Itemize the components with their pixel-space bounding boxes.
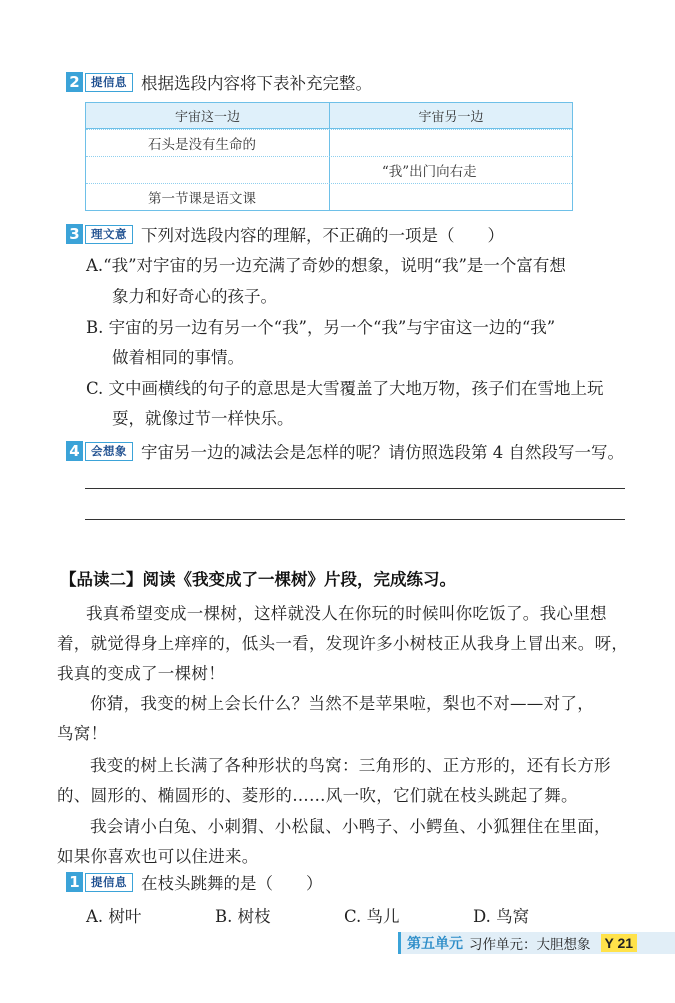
question-text: 根据选段内容将下表补充完整。 <box>141 74 372 93</box>
question-number: 3 <box>66 224 83 244</box>
choice-b[interactable]: B. 树枝 <box>215 907 271 926</box>
fill-in-table <box>85 102 573 211</box>
footer-accent-bar <box>398 932 401 954</box>
table-header-cell: 宇宙另一边 <box>329 103 572 128</box>
passage-line: 我真希望变成一棵树，这样就没人在你玩的时候叫你吃饭了。我心里想 <box>86 604 607 623</box>
question-3 <box>66 222 504 246</box>
option-b-continued: 做着相同的事情。 <box>112 348 244 367</box>
option-a-continued: 象力和好奇心的孩子。 <box>112 287 277 306</box>
passage-line: 着，就觉得身上痒痒的，低头一看，发现许多小树枝正从我身上冒出来。呀， <box>57 634 629 653</box>
option-a[interactable]: A.“我”对宇宙的另一边充满了奇妙的想象，说明“我”是一个富有想 <box>86 256 566 275</box>
choice-d[interactable]: D. 鸟窝 <box>473 907 530 926</box>
question-text: 下列对选段内容的理解，不正确的一项是（ ） <box>141 226 504 245</box>
answer-line[interactable] <box>85 488 625 489</box>
choice-a[interactable]: A. 树叶 <box>86 907 142 926</box>
question-number: 4 <box>66 441 83 461</box>
skill-tag: 会想象 <box>85 442 133 461</box>
passage-line: 的、圆形的、椭圆形的、菱形的……风一吹，它们就在枝头跳起了舞。 <box>57 786 578 805</box>
passage-line: 鸟窝！ <box>57 724 108 743</box>
page-number: Y 21 <box>601 934 638 952</box>
passage-line: 如果你喜欢也可以住进来。 <box>57 847 259 866</box>
table-cell: 石头是没有生命的 <box>148 137 256 153</box>
option-b[interactable]: B. 宇宙的另一边有另一个“我”，另一个“我”与宇宙这一边的“我” <box>86 318 556 337</box>
table-row <box>86 129 572 156</box>
question-2 <box>66 70 372 94</box>
answer-line[interactable] <box>85 519 625 520</box>
skill-tag: 提信息 <box>85 73 133 92</box>
unit-title: 习作单元：大胆想象 <box>469 937 591 952</box>
table-cell-blank[interactable] <box>329 184 572 210</box>
table-header-row <box>86 103 572 129</box>
section-heading: 【品读二】阅读《我变成了一棵树》片段，完成练习。 <box>60 571 456 589</box>
passage-line: 我会请小白兔、小刺猬、小松鼠、小鸭子、小鳄鱼、小狐狸住在里面， <box>90 817 611 836</box>
table-cell-blank[interactable] <box>329 130 572 156</box>
table-row <box>86 183 572 210</box>
choice-c[interactable]: C. 鸟儿 <box>344 907 400 926</box>
table-header-cell: 宇宙这一边 <box>174 109 240 124</box>
table-row <box>86 156 572 183</box>
skill-tag: 提信息 <box>85 873 133 892</box>
question-text: 宇宙另一边的减法会是怎样的呢？请仿照选段第 4 自然段写一写。 <box>141 443 624 462</box>
passage-line: 我真的变成了一棵树！ <box>57 664 225 683</box>
unit-label: 第五单元 <box>407 935 463 951</box>
question-number: 2 <box>66 72 83 92</box>
skill-tag: 理文意 <box>85 225 133 244</box>
table-cell-blank[interactable] <box>86 157 329 183</box>
table-cell: 第一节课是语文课 <box>148 191 256 207</box>
practice-question-1 <box>66 870 323 894</box>
passage-line: 你猜，我变的树上会长什么？当然不是苹果啦，梨也不对——对了， <box>90 694 594 713</box>
passage-line: 我变的树上长满了各种形状的鸟窝：三角形的、正方形的，还有长方形 <box>90 756 611 775</box>
question-text: 在枝头跳舞的是（ ） <box>141 874 323 893</box>
page-footer <box>398 932 675 954</box>
table-cell: “我”出门向右走 <box>329 157 572 183</box>
option-c[interactable]: C. 文中画横线的句子的意思是大雪覆盖了大地万物，孩子们在雪地上玩 <box>86 379 604 398</box>
question-number: 1 <box>66 872 83 892</box>
option-c-continued: 耍，就像过节一样快乐。 <box>112 409 294 428</box>
question-4 <box>66 439 624 463</box>
